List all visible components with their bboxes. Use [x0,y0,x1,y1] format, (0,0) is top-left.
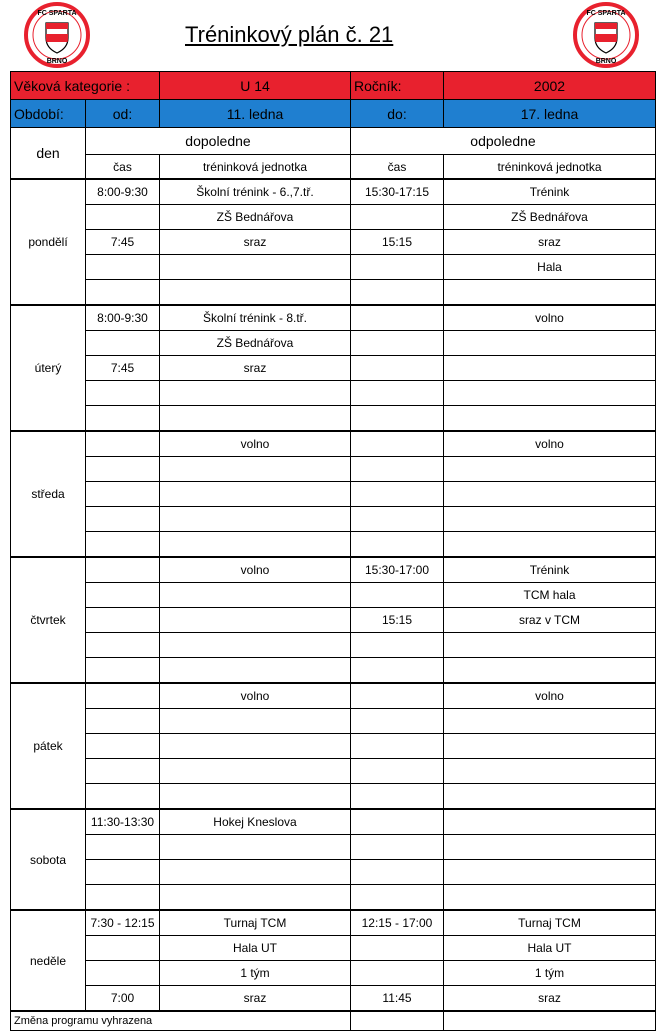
svg-text:FC SPARTA: FC SPARTA [37,10,77,17]
afternoon-time-cell [351,381,444,406]
afternoon-time-cell [351,305,444,331]
morning-unit-cell [160,734,351,759]
afternoon-time-cell [351,658,444,684]
morning-time-cell: 8:00-9:30 [86,179,160,205]
afternoon-unit-cell: Trénink [444,179,656,205]
afternoon-time-cell [351,885,444,911]
from-value: 11. ledna [160,100,351,128]
header-row-category [11,72,656,100]
morning-unit-cell: volno [160,431,351,457]
afternoon-unit-cell [444,784,656,810]
morning-time-cell [86,734,160,759]
morning-time-cell [86,709,160,734]
afternoon-time-cell [351,255,444,280]
afternoon-time-cell: 15:15 [351,230,444,255]
schedule-row [11,381,656,406]
morning-unit-cell [160,583,351,608]
morning-unit-cell [160,255,351,280]
morning-time-cell [86,633,160,658]
morning-time-cell [86,431,160,457]
afternoon-unit-cell [444,734,656,759]
morning-unit-cell: Hala UT [160,936,351,961]
morning-time-cell [86,683,160,709]
day-name: pondělí [11,179,86,305]
morning-unit-cell: sraz [160,356,351,381]
afternoon-time-cell [351,759,444,784]
afternoon-unit-cell [444,809,656,835]
page-title: Tréninkový plán č. 21 [185,22,394,47]
afternoon-unit-cell [444,532,656,558]
afternoon-unit-cell: Trénink [444,557,656,583]
afternoon-time-cell [351,633,444,658]
schedule-row [11,507,656,532]
afternoon-unit-cell [444,381,656,406]
afternoon-time-header: čas [351,155,444,180]
schedule-row [11,331,656,356]
schedule-row [11,532,656,558]
afternoon-unit-cell [444,482,656,507]
afternoon-time-cell [351,406,444,432]
to-value: 17. ledna [444,100,656,128]
afternoon-unit-cell [444,331,656,356]
afternoon-unit-cell: sraz [444,986,656,1012]
schedule-row [11,305,656,331]
afternoon-unit-cell [444,885,656,911]
afternoon-unit-cell [444,860,656,885]
from-label: od: [86,100,160,128]
schedule-row [11,406,656,432]
afternoon-unit-cell [444,633,656,658]
day-name: čtvrtek [11,557,86,683]
morning-unit-cell [160,759,351,784]
afternoon-unit-cell: volno [444,431,656,457]
schedule-row [11,457,656,482]
morning-time-cell [86,961,160,986]
schedule-row [11,583,656,608]
afternoon-unit-header: tréninková jednotka [444,155,656,180]
afternoon-time-cell [351,205,444,230]
morning-unit-cell [160,860,351,885]
year-label: Ročník: [351,72,444,100]
svg-text:FC SPARTA: FC SPARTA [586,10,626,17]
schedule-row [11,280,656,306]
morning-unit-cell [160,507,351,532]
morning-time-cell: 7:45 [86,230,160,255]
morning-unit-cell: ZŠ Bednářova [160,205,351,230]
afternoon-time-cell [351,331,444,356]
morning-time-cell [86,255,160,280]
morning-time-cell [86,507,160,532]
morning-unit-cell [160,658,351,684]
morning-time-cell [86,532,160,558]
afternoon-time-cell [351,734,444,759]
schedule-row [11,709,656,734]
morning-unit-header: tréninková jednotka [160,155,351,180]
morning-unit-cell: Turnaj TCM [160,910,351,936]
afternoon-unit-cell: volno [444,305,656,331]
day-name: sobota [11,809,86,910]
column-subheader-row [11,155,656,180]
morning-time-cell [86,784,160,810]
morning-time-cell [86,482,160,507]
footer-empty-cell [351,1011,444,1031]
morning-unit-cell [160,709,351,734]
afternoon-unit-cell [444,709,656,734]
header-row-period [11,100,656,128]
schedule-row [11,179,656,205]
morning-time-cell [86,936,160,961]
fc-sparta-logo-left [24,2,90,68]
schedule-row [11,356,656,381]
schedule-row [11,910,656,936]
morning-time-cell [86,331,160,356]
morning-time-cell: 8:00-9:30 [86,305,160,331]
schedule-row [11,835,656,860]
afternoon-header: odpoledne [351,128,656,155]
morning-time-cell [86,557,160,583]
category-label: Věková kategorie : [11,72,160,100]
afternoon-unit-cell: TCM hala [444,583,656,608]
morning-header: dopoledne [86,128,351,155]
afternoon-time-cell [351,835,444,860]
schedule-row [11,658,656,684]
schedule-row [11,608,656,633]
afternoon-time-cell [351,482,444,507]
afternoon-unit-cell: sraz v TCM [444,608,656,633]
schedule-row [11,809,656,835]
day-name: úterý [11,305,86,431]
footer-note: Změna programu vyhrazena [11,1011,351,1031]
afternoon-time-cell [351,809,444,835]
afternoon-time-cell [351,356,444,381]
schedule-row [11,936,656,961]
afternoon-unit-cell [444,658,656,684]
morning-time-cell: 7:45 [86,356,160,381]
afternoon-time-cell: 15:30-17:00 [351,557,444,583]
footer-row [11,1011,656,1031]
afternoon-unit-cell: Hala UT [444,936,656,961]
morning-unit-cell: Školní trénink - 8.tř. [160,305,351,331]
period-label: Období: [11,100,86,128]
schedule-row [11,683,656,709]
schedule-row [11,734,656,759]
afternoon-time-cell: 12:15 - 17:00 [351,910,444,936]
morning-time-cell [86,457,160,482]
morning-unit-cell [160,406,351,432]
morning-unit-cell: Školní trénink - 6.,7.tř. [160,179,351,205]
schedule-row [11,431,656,457]
day-name: středa [11,431,86,557]
morning-unit-cell [160,532,351,558]
afternoon-time-cell [351,507,444,532]
afternoon-time-cell [351,431,444,457]
schedule-row [11,230,656,255]
afternoon-unit-cell [444,280,656,306]
morning-time-cell [86,885,160,911]
morning-unit-cell [160,381,351,406]
schedule-row [11,961,656,986]
afternoon-unit-cell: Turnaj TCM [444,910,656,936]
morning-time-cell [86,406,160,432]
afternoon-unit-cell: volno [444,683,656,709]
afternoon-unit-cell [444,507,656,532]
schedule-row [11,860,656,885]
afternoon-time-cell [351,936,444,961]
morning-time-cell [86,583,160,608]
morning-time-cell [86,860,160,885]
schedule-row [11,255,656,280]
afternoon-time-cell [351,457,444,482]
afternoon-unit-cell [444,835,656,860]
fc-sparta-logo-right [573,2,639,68]
morning-time-cell [86,381,160,406]
afternoon-time-cell [351,961,444,986]
afternoon-time-cell [351,784,444,810]
afternoon-unit-cell: ZŠ Bednářova [444,205,656,230]
morning-unit-cell [160,835,351,860]
morning-unit-cell: volno [160,557,351,583]
svg-text:BRNO: BRNO [595,58,617,65]
afternoon-time-cell [351,280,444,306]
day-column-header: den [11,128,86,180]
svg-text:BRNO: BRNO [46,58,68,65]
schedule-row [11,784,656,810]
morning-time-cell [86,205,160,230]
schedule-row [11,885,656,911]
morning-unit-cell [160,280,351,306]
afternoon-time-cell [351,860,444,885]
schedule-row [11,986,656,1012]
schedule-row [11,557,656,583]
morning-unit-cell: sraz [160,986,351,1012]
afternoon-unit-cell [444,356,656,381]
afternoon-time-cell: 15:30-17:15 [351,179,444,205]
morning-time-header: čas [86,155,160,180]
schedule-row [11,633,656,658]
morning-time-cell: 11:30-13:30 [86,809,160,835]
morning-time-cell: 7:30 - 12:15 [86,910,160,936]
schedule-row [11,482,656,507]
morning-time-cell [86,658,160,684]
schedule-row [11,759,656,784]
morning-unit-cell [160,482,351,507]
morning-time-cell [86,835,160,860]
morning-time-cell [86,608,160,633]
morning-time-cell [86,280,160,306]
schedule-row [11,205,656,230]
afternoon-time-cell [351,683,444,709]
morning-unit-cell: 1 tým [160,961,351,986]
footer-empty-cell [444,1011,656,1031]
morning-unit-cell [160,885,351,911]
afternoon-time-cell [351,532,444,558]
afternoon-unit-cell [444,759,656,784]
morning-unit-cell [160,457,351,482]
morning-unit-cell [160,784,351,810]
afternoon-time-cell [351,709,444,734]
morning-unit-cell: sraz [160,230,351,255]
afternoon-time-cell: 11:45 [351,986,444,1012]
afternoon-unit-cell: sraz [444,230,656,255]
morning-unit-cell: ZŠ Bednářova [160,331,351,356]
column-header-row [11,128,656,155]
morning-unit-cell [160,608,351,633]
morning-unit-cell: Hokej Kneslova [160,809,351,835]
afternoon-unit-cell: 1 tým [444,961,656,986]
morning-unit-cell: volno [160,683,351,709]
afternoon-unit-cell: Hala [444,255,656,280]
morning-unit-cell [160,633,351,658]
morning-time-cell [86,759,160,784]
training-plan-table [10,71,656,1031]
to-label: do: [351,100,444,128]
morning-time-cell: 7:00 [86,986,160,1012]
afternoon-unit-cell [444,406,656,432]
day-name: pátek [11,683,86,809]
afternoon-unit-cell [444,457,656,482]
category-value: U 14 [160,72,351,100]
year-value: 2002 [444,72,656,100]
day-name: neděle [11,910,86,1011]
afternoon-time-cell [351,583,444,608]
afternoon-time-cell: 15:15 [351,608,444,633]
